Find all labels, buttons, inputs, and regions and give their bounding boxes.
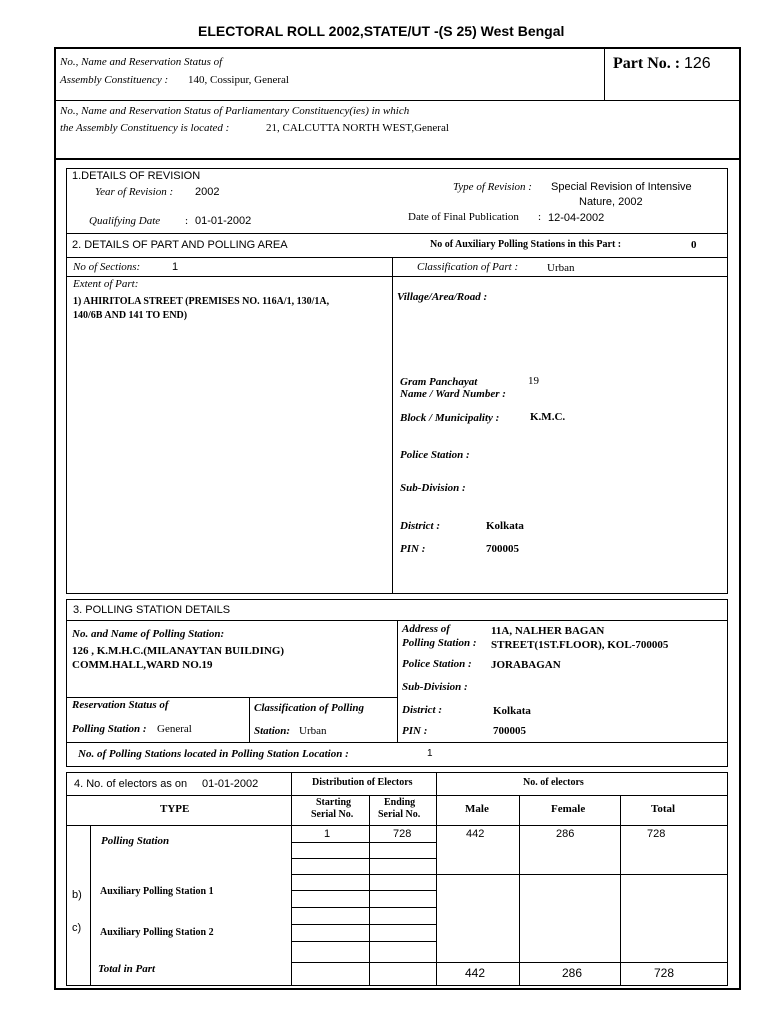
total-row-female: 286 [562,966,583,980]
electors-distribution-divider [436,772,437,986]
distribution-header: Distribution of Electors [312,777,413,788]
start-column-header-line2: Serial No. [311,809,354,820]
block-label: Block / Municipality : [400,412,500,424]
ps-address-label-line1: Address of [402,623,450,635]
part-details-heading: 2. DETAILS OF PART AND POLLING AREA [72,239,288,251]
electors-female-total-divider [620,795,621,986]
assembly-label-line2: Assembly Constituency : [60,74,169,86]
ps-classification-label-line1: Classification of Polling [254,702,365,714]
part-classification-value: Urban [547,262,575,274]
ps-name-label: No. and Name of Polling Station: [72,628,225,640]
ps-count-label: No. of Polling Stations located in Polling Station Location : [78,748,349,760]
revision-year-value: 2002 [195,186,220,198]
aux2-row-label: Auxiliary Polling Station 2 [100,927,214,938]
qualifying-date-label: Qualifying Date [89,215,161,227]
qualifying-date-colon: : [185,215,189,227]
male-column-header: Male [465,803,489,815]
polling-row-end: 728 [393,828,412,840]
final-publication-value: 12-04-2002 [548,212,605,224]
ps-classification-value: Urban [299,725,327,737]
electors-count-header: No. of electors [523,777,584,788]
aux2-row-marker: c) [72,922,82,934]
serial-row-divider [291,858,436,859]
assembly-label-line1: No., Name and Reservation Status of [60,56,223,68]
section-2-column-divider [392,257,393,594]
part-district-label: District : [400,520,441,532]
ps-pin-label: PIN : [402,725,428,737]
assembly-value: 140, Cossipur, General [188,74,289,86]
part-no-label: Part No. : [613,55,681,72]
section-2-row-divider [66,276,728,277]
ps-address-line2: STREET(1ST.FLOOR), KOL-700005 [491,639,669,651]
ps-classification-label-line2: Station: [254,725,291,737]
aux1-row-label: Auxiliary Polling Station 1 [100,886,214,897]
electors-heading-date: 01-01-2002 [202,778,259,790]
ps-district-value: Kolkata [493,705,531,717]
section-3-footer-divider [66,742,728,743]
header-divider-1 [55,100,740,101]
sections-label: No of Sections: [73,261,141,273]
serial-row-divider [291,941,436,942]
part-district-value: Kolkata [486,520,524,532]
electors-total-divider [291,962,728,963]
electors-heading: 4. No. of electors as on [74,778,188,790]
end-column-header-line1: Ending [384,797,416,808]
electors-male-female-divider [519,795,520,986]
polling-station-heading: 3. POLLING STATION DETAILS [73,604,231,616]
revision-year-label: Year of Revision : [95,186,174,198]
qualifying-date-value: 01-01-2002 [195,215,252,227]
total-row-male: 442 [465,966,486,980]
start-column-header-line1: Starting [316,797,351,808]
electors-type-divider [291,772,292,986]
ps-reservation-label-line1: Reservation Status of [72,699,169,711]
polling-row-total: 728 [647,828,666,840]
extent-line1: 1) AHIRITOLA STREET (PREMISES NO. 116A/1, 130/1A, [73,296,330,307]
polling-row-label: Polling Station [101,835,170,847]
final-publication-colon: : [538,211,542,223]
electors-header-divider [66,795,728,796]
sections-value: 1 [172,261,179,273]
aux1-row-marker: b) [72,889,82,901]
aux-stations-value: 0 [691,239,697,251]
extent-line2: 140/6B AND 141 TO END) [73,310,188,321]
ps-subdivision-label: Sub-Division : [402,681,468,693]
block-value: K.M.C. [530,411,566,423]
total-column-header: Total [651,803,676,815]
ps-district-label: District : [402,704,443,716]
polling-row-start: 1 [324,828,331,840]
serial-row-divider [291,874,436,875]
gram-value: 19 [528,375,539,387]
ps-reservation-value: General [157,723,192,735]
electors-subheader-divider [66,825,728,826]
female-column-header: Female [551,803,586,815]
polling-row-male: 442 [466,828,485,840]
section-1-divider [66,233,728,234]
part-no-divider [604,48,605,101]
revision-type-value-line2: Nature, 2002 [579,196,643,208]
parliamentary-label-line1: No., Name and Reservation Status of Parliamentary Constituency(ies) in which [60,105,410,117]
ps-reservation-label-line2: Polling Station : [72,723,147,735]
ps-police-label: Police Station : [402,658,472,670]
ps-address-line1: 11A, NALHER BAGAN [491,625,605,637]
section-2-header-divider [66,257,728,258]
aux-stations-label: No of Auxiliary Polling Stations in this Part : [430,239,622,250]
part-pin-value: 700005 [486,543,519,555]
ps-name-line2: COMM.HALL,WARD NO.19 [72,659,213,671]
revision-heading: 1.DETAILS OF REVISION [72,170,201,182]
serial-row-divider [291,842,436,843]
page-title: ELECTORAL ROLL 2002,STATE/UT -(S 25) West Bengal [198,23,565,39]
ps-count-value: 1 [427,748,433,759]
header-divider-2 [55,158,740,160]
section-1-2-frame [66,168,728,594]
village-label: Village/Area/Road : [397,291,488,303]
revision-type-label: Type of Revision : [453,181,532,193]
part-no-value: 126 [684,55,711,72]
total-row-total: 728 [654,966,675,980]
polling-row-female: 286 [556,828,575,840]
ps-police-value: JORABAGAN [491,659,561,671]
electors-male-row-divider [436,874,728,875]
parliamentary-label-line2: the Assembly Constituency is located : [60,122,230,134]
gram-label-line1: Gram Panchayat [400,376,478,388]
serial-row-divider [291,924,436,925]
ps-address-label-line2: Polling Station : [402,637,477,649]
final-publication-label: Date of Final Publication [408,211,519,223]
electors-marker-divider [90,825,91,986]
part-subdivision-label: Sub-Division : [400,482,466,494]
ps-name-line1: 126 , K.M.H.C.(MILANAYTAN BUILDING) [72,645,285,657]
total-row-label: Total in Part [98,963,156,975]
gram-label-line2: Name / Ward Number : [400,388,506,400]
type-column-header: TYPE [160,803,190,815]
extent-label: Extent of Part: [73,278,139,290]
section-3-left-divider [66,697,397,698]
serial-row-divider [291,890,436,891]
part-police-station-label: Police Station : [400,449,470,461]
serial-row-divider [291,907,436,908]
part-classification-label: Classification of Part : [417,261,519,273]
section-3-inner-divider [249,697,250,742]
revision-type-value-line1: Special Revision of Intensive [551,181,692,193]
parliamentary-value: 21, CALCUTTA NORTH WEST,General [266,122,449,134]
part-pin-label: PIN : [400,543,426,555]
section-3-column-divider [397,620,398,742]
end-column-header-line2: Serial No. [378,809,421,820]
ps-pin-value: 700005 [493,725,526,737]
